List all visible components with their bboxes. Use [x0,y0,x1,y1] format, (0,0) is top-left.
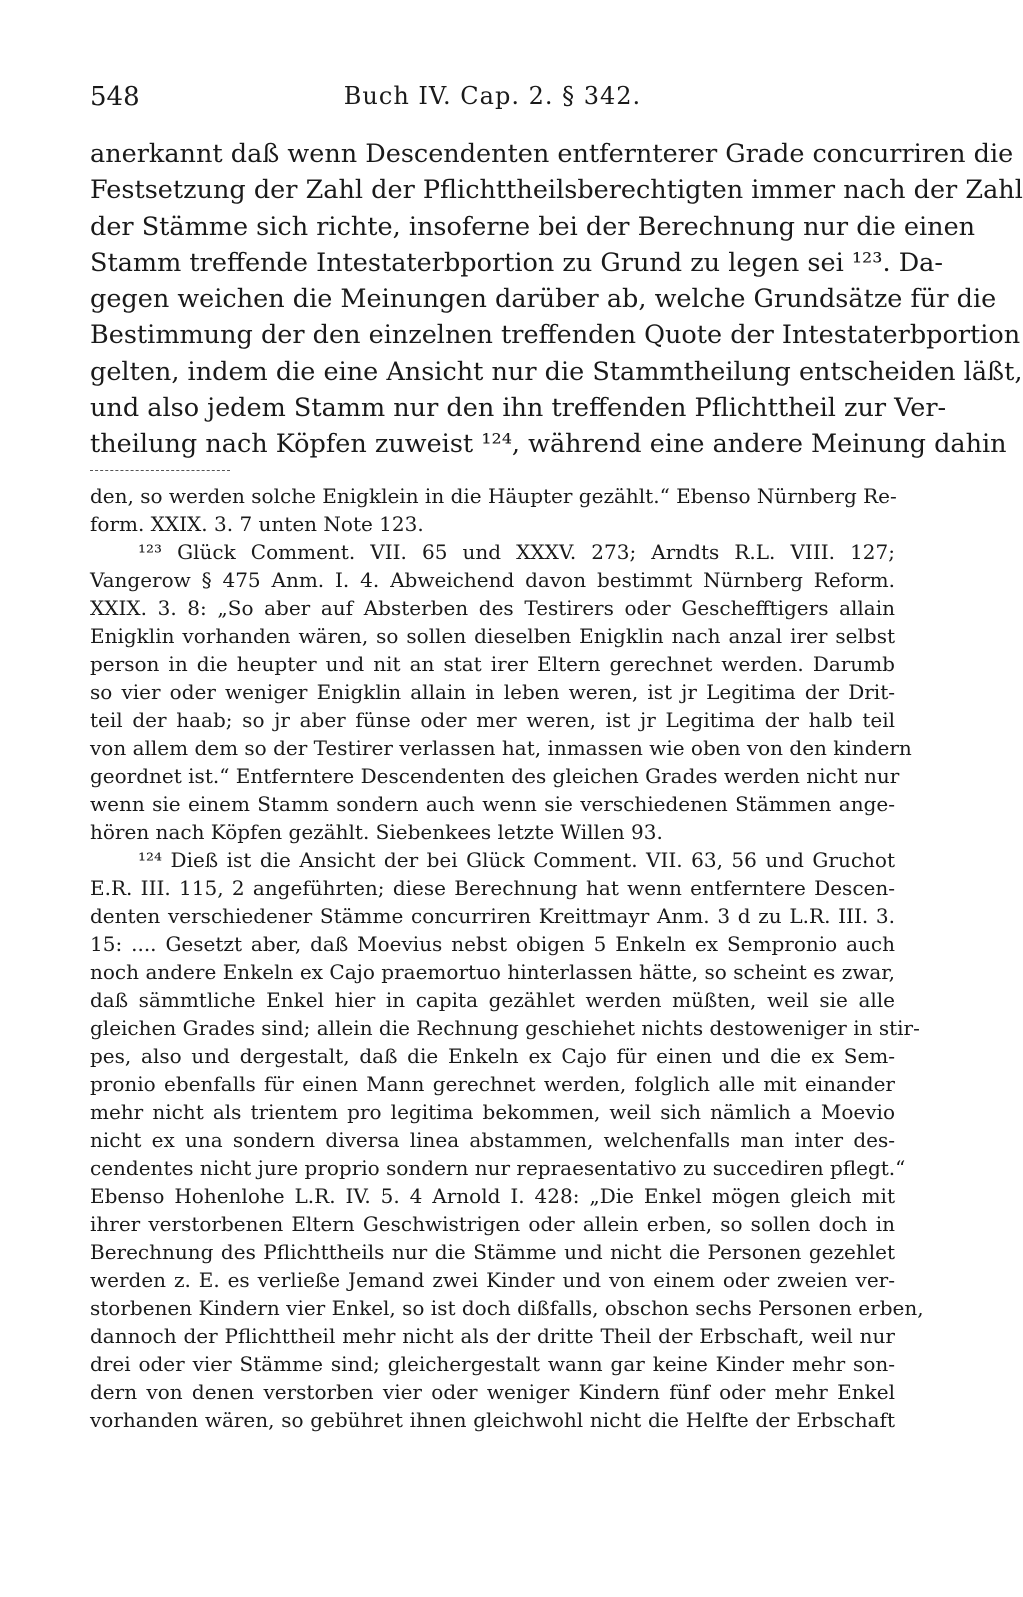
footnote-line: pronio ebenfalls für einen Mann gerechnet werden, folglich alle mit einander [90,1072,895,1096]
footnote-line: storbenen Kindern vier Enkel, so ist doch dißfalls, obschon sechs Personen erben, [90,1296,924,1320]
footnote-line: denten verschiedener Stämme concurriren Kreittmayr Anm. 3 d zu L.R. III. 3. [90,904,895,928]
footnotes [90,482,924,1434]
footnote-line: hören nach Köpfen gezählt. Siebenkees letzte Willen 93. [90,820,663,844]
footnote-line: Enigklin vorhanden wären, so sollen dieselben Enigklin nach anzal irer selbst [90,624,895,648]
footnote-line: ihrer verstorbenen Eltern Geschwistrigen oder allein erben, so sollen doch in [90,1212,895,1236]
page-header [90,82,895,122]
main-text-line: gegen weichen die Meinungen darüber ab, welche Grundsätze für die [90,284,997,315]
footnote-line: mehr nicht als trientem pro legitima bekommen, weil sich nämlich a Moevio [90,1100,895,1124]
footnote-divider [90,470,230,471]
footnote-line: Berechnung des Pflichttheils nur die Stämme und nicht die Personen gezehlet [90,1240,895,1264]
footnote-line: drei oder vier Stämme sind; gleichergestalt wann gar keine Kinder mehr son- [90,1352,895,1376]
footnote-line: wenn sie einem Stamm sondern auch wenn sie verschiedenen Stämmen ange- [90,792,895,816]
footnote-line: von allem dem so der Testirer verlassen hat, inmassen wie oben von den kindern [90,736,912,760]
footnote-line: geordnet ist.“ Entferntere Descendenten des gleichen Grades werden nicht nur [90,764,900,788]
page-number: 548 [90,82,140,112]
footnote-line: dannoch der Pflichttheil mehr nicht als der dritte Theil der Erbschaft, weil nur [90,1324,895,1348]
footnote-line: cendentes nicht jure proprio sondern nur repraesentativo zu succediren pflegt.“ [90,1156,906,1180]
main-text-line: der Stämme sich richte, insoferne bei der Berechnung nur die einen [90,211,976,242]
footnote-line: so vier oder weniger Enigklin allain in leben weren, ist jr Legitima der Drit- [90,680,895,704]
footnote-line: noch andere Enkeln ex Cajo praemortuo hinterlassen hätte, so scheint es zwar, [90,960,895,984]
footnote-123-start: ¹²³ Glück Comment. VII. 65 und XXXV. 273; Arndts R.L. VIII. 127; [138,540,895,564]
footnote-line: gleichen Grades sind; allein die Rechnung geschiehet nichts destoweniger in stir- [90,1016,920,1040]
footnote-line: teil der haab; so jr aber fünse oder mer weren, ist jr Legitima der halb teil [90,708,895,732]
main-text-line: gelten, indem die eine Ansicht nur die Stammtheilung entscheiden läßt, [90,356,1023,387]
running-head: Buch IV. Cap. 2. § 342. [343,82,642,110]
main-text-line: theilung nach Köpfen zuweist ¹²⁴, während eine andere Meinung dahin [90,429,1007,460]
main-text-line: und also jedem Stamm nur den ihn treffenden Pflichttheil zur Ver- [90,393,947,424]
footnote-line: pes, also und dergestalt, daß die Enkeln ex Cajo für einen und die ex Sem- [90,1044,895,1068]
footnote-line: den, so werden solche Enigklein in die Häupter gezählt.“ Ebenso Nürnberg Re- [90,484,897,508]
main-text-line: Bestimmung der den einzelnen treffenden Quote der Intestaterbportion [90,320,1021,351]
main-text-line: anerkannt daß wenn Descendenten entfernterer Grade concurriren die [90,139,1014,169]
main-text [90,136,1023,463]
footnote-line: Ebenso Hohenlohe L.R. IV. 5. 4 Arnold I. 428: „Die Enkel mögen gleich mit [90,1184,895,1208]
footnote-line: XXIX. 3. 8: „So aber auf Absterben des Testirers oder Geschefftigers allain [90,596,895,620]
footnote-line: 15: .... Gesetzt aber, daß Moevius nebst obigen 5 Enkeln ex Sempronio auch [90,932,895,956]
footnote-line: nicht ex una sondern diversa linea abstammen, welchenfalls man inter des- [90,1128,895,1152]
footnote-124-start: ¹²⁴ Dieß ist die Ansicht der bei Glück Comment. VII. 63, 56 und Gruchot [138,848,895,872]
footnote-line: daß sämmtliche Enkel hier in capita gezählet werden müßten, weil sie alle [90,988,895,1012]
footnote-line: E.R. III. 115, 2 angeführten; diese Berechnung hat wenn entferntere Descen- [90,876,895,900]
footnote-line: person in die heupter und nit an stat irer Eltern gerechnet werden. Darumb [90,652,895,676]
footnote-line: dern von denen verstorben vier oder weniger Kindern fünf oder mehr Enkel [90,1380,895,1404]
main-text-line: Stamm treffende Intestaterbportion zu Grund zu legen sei ¹²³. Da- [90,247,943,278]
main-text-line: Festsetzung der Zahl der Pflichttheilsberechtigten immer nach der Zahl [90,175,1023,206]
footnote-line: form. XXIX. 3. 7 unten Note 123. [90,512,424,536]
footnote-line: vorhanden wären, so gebühret ihnen gleichwohl nicht die Helfte der Erbschaft [90,1408,895,1432]
footnote-line: Vangerow § 475 Anm. I. 4. Abweichend davon bestimmt Nürnberg Reform. [90,568,895,592]
footnote-line: werden z. E. es verließe Jemand zwei Kinder und von einem oder zweien ver- [90,1268,895,1292]
